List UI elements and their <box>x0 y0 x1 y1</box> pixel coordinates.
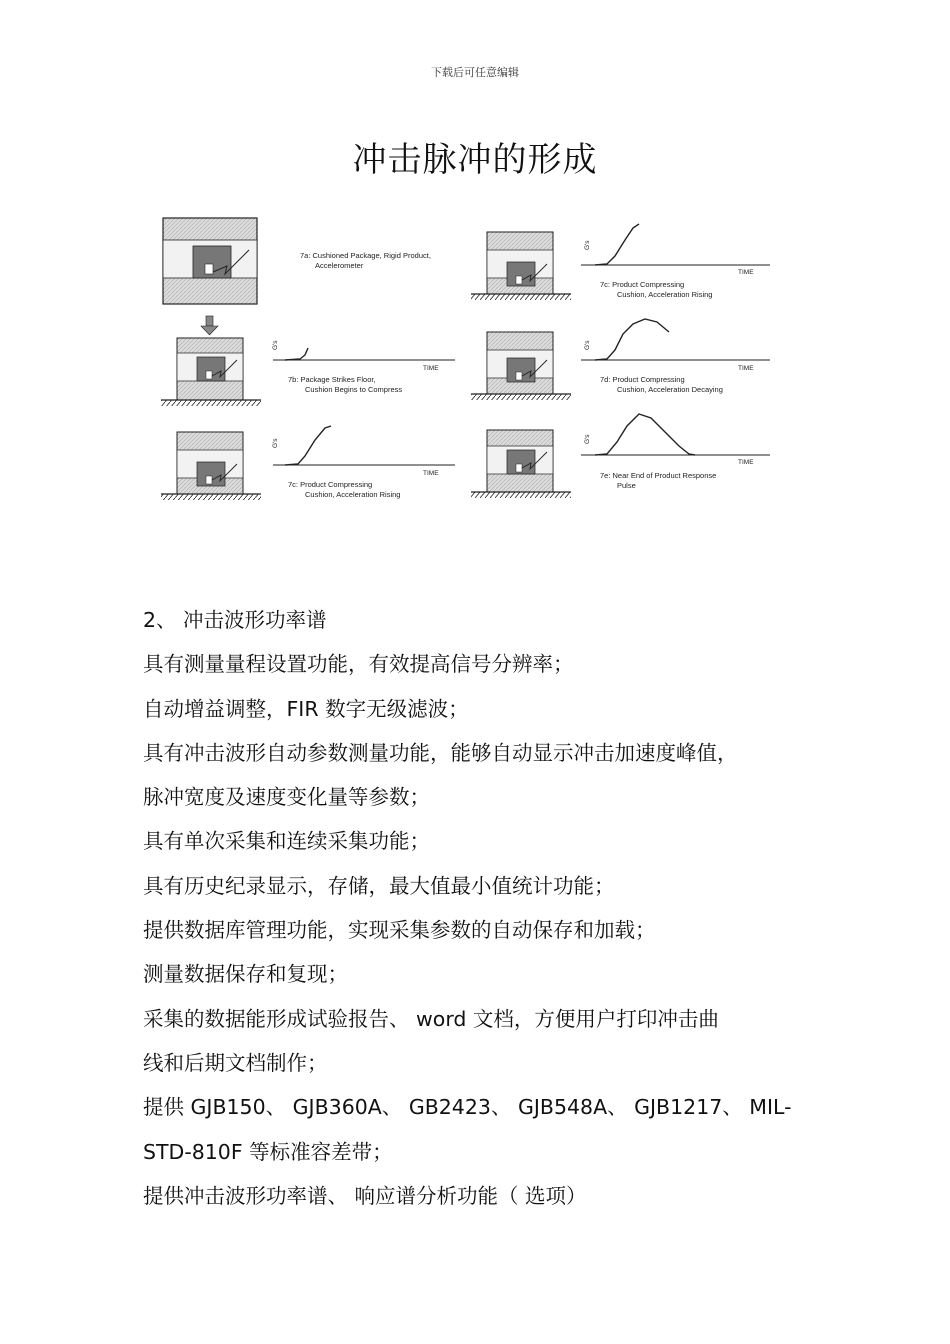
svg-text:Cushion, Acceleration Decaying: Cushion, Acceleration Decaying <box>617 385 723 394</box>
body-line: 线和后期文档制作； <box>143 1050 328 1075</box>
package-illustration-7b <box>161 338 261 406</box>
svg-text:TIME: TIME <box>423 470 439 477</box>
svg-text:7c: Product Compressing: 7c: Product Compressing <box>600 280 685 289</box>
caption-7a <box>300 251 431 270</box>
svg-text:TIME: TIME <box>423 365 439 372</box>
svg-text:Cushion Begins to Compress: Cushion Begins to Compress <box>305 385 403 394</box>
package-illustration-7a <box>163 218 257 304</box>
svg-text:G's: G's <box>584 340 591 350</box>
package-illustration-7c-right <box>471 232 571 300</box>
svg-text:7d: Product Compressing: 7d: Product Compressing <box>600 375 685 384</box>
body-line: 采集的数据能形成试验报告、 word 文档，方便用户打印冲击曲 <box>143 1006 719 1031</box>
svg-text:7a: Cushioned Package, Rigid: 7a: Cushioned Package, Rigid Product, <box>300 251 431 260</box>
svg-text:7c: Product Compressing: 7c: Product Compressing <box>288 480 373 489</box>
package-illustration-7d <box>471 332 571 400</box>
chart-7c-left <box>272 426 455 499</box>
page-header-note: 下载后可任意编辑 <box>431 66 519 79</box>
shock-pulse-figure <box>155 210 780 510</box>
body-line: 提供冲击波形功率谱、 响应谱分析功能（ 选项） <box>143 1183 587 1208</box>
svg-text:TIME: TIME <box>738 269 754 276</box>
svg-text:Pulse: Pulse <box>617 481 636 490</box>
body-line: 提供 GJB150、 GJB360A、 GB2423、 GJB548A、 GJB1217、 MIL- <box>143 1095 792 1120</box>
chart-7b <box>272 340 455 394</box>
section-heading: 2、 冲击波形功率谱 <box>143 608 327 632</box>
body-line: 脉冲宽度及速度变化量等参数； <box>143 785 430 810</box>
package-illustration-7c-left <box>161 432 261 500</box>
chart-7c-right <box>581 224 770 299</box>
svg-text:G's: G's <box>272 438 279 448</box>
svg-text:G's: G's <box>584 240 591 250</box>
svg-text:Cushion, Acceleration Rising: Cushion, Acceleration Rising <box>617 290 713 299</box>
svg-text:7b: Package Strikes Floor,: 7b: Package Strikes Floor, <box>288 375 376 384</box>
page-title: 冲击脉冲的形成 <box>352 140 598 180</box>
body-text <box>143 598 823 1218</box>
body-line: 提供数据库管理功能，实现采集参数的自动保存和加载； <box>143 918 656 943</box>
body-line: 测量数据保存和复现； <box>143 962 348 987</box>
svg-text:7e: Near End of Product Respo: 7e: Near End of Product Response <box>600 471 717 480</box>
body-line: 具有单次采集和连续采集功能； <box>143 829 430 854</box>
body-line: 具有历史纪录显示，存储，最大值最小值统计功能； <box>143 873 615 898</box>
body-line: 自动增益调整，FIR 数字无级滤波； <box>143 696 469 721</box>
svg-text:G's: G's <box>584 434 591 444</box>
body-line: STD-810F 等标准容差带； <box>143 1139 393 1164</box>
package-illustration-7e <box>471 430 571 498</box>
chart-7d <box>581 319 770 394</box>
body-line: 具有冲击波形自动参数测量功能，能够自动显示冲击加速度峰值， <box>143 740 738 765</box>
body-line: 具有测量量程设置功能，有效提高信号分辨率； <box>143 652 574 677</box>
svg-text:Cushion, Acceleration Rising: Cushion, Acceleration Rising <box>305 490 401 499</box>
svg-text:TIME: TIME <box>738 459 754 466</box>
svg-text:Accelerometer: Accelerometer <box>315 261 364 270</box>
chart-7e <box>581 414 770 490</box>
down-arrow-icon <box>201 316 218 335</box>
svg-text:TIME: TIME <box>738 365 754 372</box>
svg-text:G's: G's <box>272 340 279 350</box>
